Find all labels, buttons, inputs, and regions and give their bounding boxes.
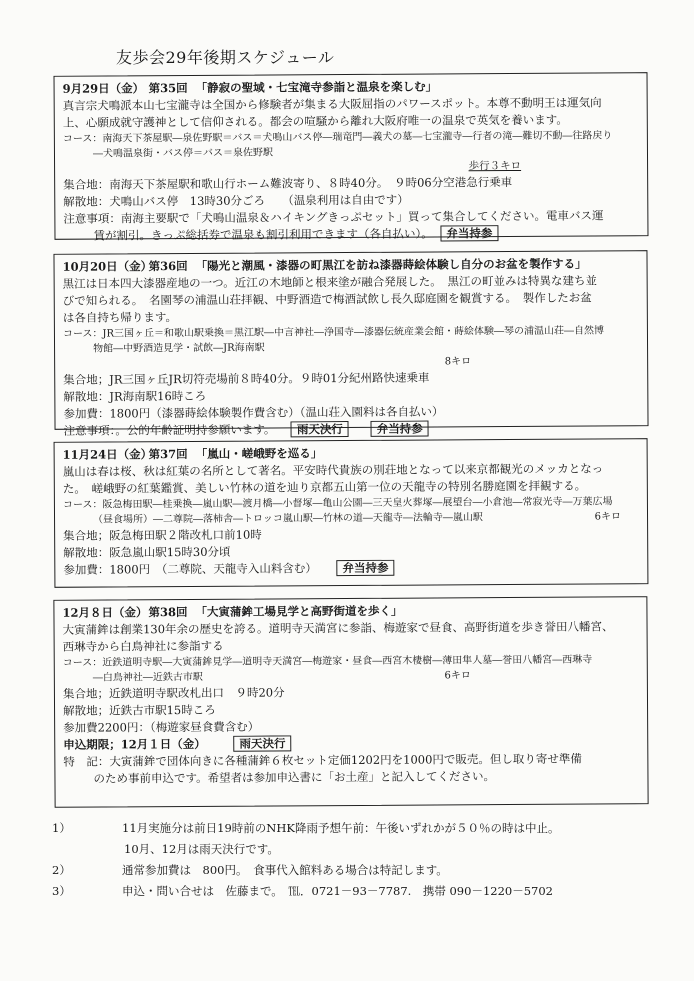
- event-theme: 「陽光と潮風・漆器の町黒江を訪ね漆器蒔絵体験し自分のお盆を製作する」: [195, 256, 587, 273]
- event-fee: 参加費2200円：（梅遊家昼食費含む）: [63, 719, 260, 735]
- event-number: 第38回: [148, 604, 188, 620]
- event-card-35: [54, 72, 649, 243]
- event-number: 第36回: [148, 258, 188, 274]
- footer-notes: [52, 818, 652, 902]
- event-dismissal: 解散地：阪急嵐山駅15時30分頃: [63, 544, 231, 560]
- event-date: 12月８日（金）: [62, 605, 148, 620]
- event-fee: 参加費：1800円（漆器蒔絵体験製作費含む）（温山荘入園料は各自払い）: [63, 404, 444, 421]
- event-dismissal: 解散地：犬鳴山バス停 13時30分ごろ （温泉利用は自由です）: [63, 192, 409, 209]
- event-course: コース：近鉄道明寺駅―大寅蒲鉾見学―道明寺天満宮―梅遊家・昼食―西宮木棲樹―薄田隼人墓―誉田八幡宮―西琳寺: [62, 654, 593, 669]
- event-theme: 「大寅蒲鉾工場見学と高野街道を歩く」: [195, 603, 403, 619]
- event-theme: 「嵐山・嵯峨野を巡る」: [195, 446, 323, 461]
- event-notes: 注意事項：南海主要駅で「犬鳴山温泉＆ハイキングきっぷセット」買って集合してください。電車バス運: [63, 208, 604, 226]
- event-description: 嵐山は春は桜、秋は紅葉の名所として著名。平安時代貴族の別荘地となって以来京都観光のメッカとなっ: [62, 461, 604, 479]
- footer-note: 3） 申込・問い合せは 佐藤まで。 ℡．0721－93－7787. 携帯 090－1220－5702: [52, 884, 553, 898]
- event-course: コース：JR三国ヶ丘＝和歌山駅乗換＝黒江駅―中言神社―浄国寺―漆器伝統産業会館・蒔絵体験―琴の浦温山荘―自然博: [62, 325, 605, 340]
- tag-bring-lunch: 弁当持参: [440, 225, 498, 241]
- event-notes: 賃が割引。きっぷ総括券で温泉も割引利用できます（各自払い）。 弁当持参: [63, 224, 641, 245]
- event-description: 上、心願成就守護神として信仰される。都会の喧騒から離れ大阪府唯一の温泉で英気を養います。: [62, 112, 568, 130]
- event-meeting: 集合地：南海天下茶屋駅和歌山行ホーム難波寄り、８時40分。 ９時06分空港急行乗車: [63, 175, 513, 192]
- event-course: （昼食場所）―二尊院―落柿舎―トロッコ嵐山駅―竹林の道―天龍寺―法輪寺―嵐山駅 6キロ: [93, 511, 622, 526]
- event-meeting: 集合地；阪急梅田駅２階改札口前10時: [63, 527, 262, 543]
- event-date: 9月29日（金）: [62, 81, 145, 96]
- tag-bring-lunch: 弁当持参: [336, 560, 394, 576]
- event-date: 10月20日（金）: [62, 259, 153, 274]
- event-description: 西琳寺から白鳥神社に参詣する: [62, 638, 224, 654]
- event-course: ―白鳥神社―近鉄古市駅 6キロ: [92, 670, 471, 684]
- tag-bring-lunch: 弁当持参: [371, 421, 429, 437]
- tag-rain-or-shine: 雨天決行: [233, 735, 291, 751]
- tag-rain-or-shine: 雨天決行: [291, 421, 349, 437]
- event-description: 真言宗犬鳴派本山七宝瀧寺は全国から修験者が集まる大阪屈指のパワースポット。本尊不動明王は運気向: [62, 95, 602, 113]
- event-meeting: 集合地；JR三国ヶ丘JR切符売場前８時40分。９時01分紀州路快速乗車: [63, 370, 430, 387]
- event-description: は各自持ち帰ります。: [62, 310, 177, 325]
- event-distance: 8キロ: [444, 356, 472, 368]
- event-card-37: [54, 438, 649, 588]
- event-description: た。 嵯峨野の紅葉鑑賞、美しい竹林の道を辿り京都五山第一位の天龍寺の特別名勝庭園を拝観する。: [62, 478, 587, 496]
- footer-note: 2） 通常参加費は 800円。 食事代入館料ある場合は特記します。: [52, 863, 448, 877]
- event-description: 黒江は日本四大漆器産地の一つ。近江の木地師と根来塗が融合発展した。 黒江の町並みは特異な建ち並: [62, 273, 597, 291]
- event-number: 第35回: [148, 80, 188, 96]
- event-fee: 参加費：1800円 （二尊院、天龍寺入山料含む） 弁当持参: [63, 558, 641, 579]
- page-title: 友歩会29年後期スケジュール: [116, 48, 335, 67]
- event-card-36: [53, 250, 648, 438]
- event-description: 大寅蒲鉾は創業130年余の歴史を誇る。道明寺天満宮に参詣、梅遊家で昼食、高野街道を歩き誉田八幡宮、: [62, 619, 614, 637]
- event-card-38: [53, 596, 648, 808]
- walk-distance: 歩行３キロ: [468, 159, 522, 173]
- footer-note: 1） 11月実施分は前日19時前のNHK降雨予想午前：午後いずれかが５０％の時は中止。: [52, 821, 560, 835]
- event-number: 第37回: [148, 446, 188, 462]
- event-theme: 「静寂の聖域・七宝滝寺参詣と温泉を楽しむ」: [195, 79, 438, 95]
- event-date: 11月24日（金）: [62, 447, 153, 462]
- event-course: コース：南海天下茶屋駅―泉佐野駅＝バス＝犬鳴山バス停―瑞竜門―義犬の墓―七宝瀧寺―行者の滝―難切不動―往路戻り: [62, 130, 613, 145]
- event-course: コース：阪急梅田駅―桂乗換―嵐山駅―渡月橋―小督塚―亀山公園―三天皇火葬塚―展望台―小倉池―常寂光寺―万葉広場: [62, 496, 613, 511]
- event-special: のため事前申込です。希望者は参加申込書に「お土産」と記入してください。: [93, 769, 496, 786]
- event-deadline: 申込期限；12月１日（金） 雨天決行: [63, 733, 641, 754]
- event-meeting: 集合地；近鉄道明寺駅改札出口 ９時20分: [62, 685, 285, 701]
- event-distance: 6キロ: [444, 670, 471, 682]
- event-distance: 6キロ: [594, 511, 622, 523]
- event-notes: 注意事項：。公的年齢証明持参願います。 雨天決行 弁当持参: [64, 419, 642, 440]
- event-dismissal: 解散地；近鉄古市駅15時ころ: [63, 702, 216, 718]
- event-course: ―犬鳴温泉街・バス停＝バス＝泉佐野駅: [92, 147, 274, 160]
- event-special: 特 記：大寅蒲鉾で団体向きに各種蒲鉾６枚セット定価1202円を1000円で販売。但し取り寄せ準備: [63, 751, 582, 769]
- footer-note: 10月、12月は雨天決行です。: [124, 842, 279, 856]
- event-description: びで知られる。 名園琴の浦温山荘拝観、中野酒造で梅酒試飲し長久邸庭園を観賞する。 製作したお盆: [62, 290, 592, 308]
- event-dismissal: 解散地：JR海南駅16時ころ: [63, 388, 207, 404]
- event-course: 物館―中野酒造見学・試飲―JR海南駅: [93, 342, 265, 355]
